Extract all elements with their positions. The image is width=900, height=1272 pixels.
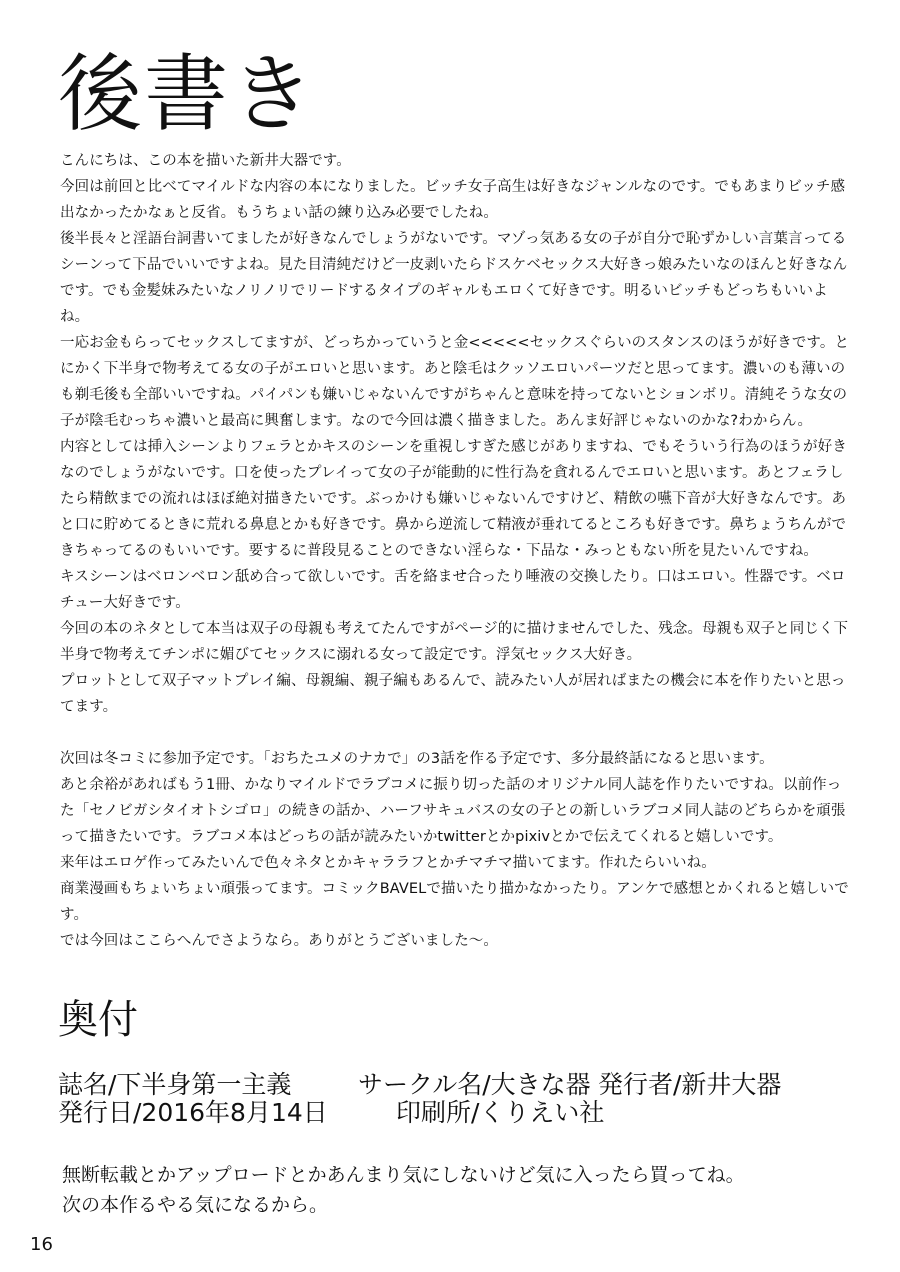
paragraph-10: あと余裕があればもう1冊、かなりマイルドでラブコメに振り切った話のオリジナル同人誌を作りたいですね。以前作った「セノビガシタイオトシゴロ」の続きの話か、ハーフサキュバスの女の子との新しいラブコメ同人誌のどちらかを頑張って描きたいです。ラブコメ本はどっちの話が読みたいかtwitterとかpixivとかで伝えてくれると嬉しいです。 [60, 777, 846, 845]
paragraph-5: 内容としては挿入シーンよりフェラとかキスのシーンを重視しすぎた感じがありますね、でもそういう行為のほうが好きなのでしょうがないです。口を使ったプレイって女の子が能動的に性行為を貪れるんでエロいと思います。あとフェラしたら精飲までの流れはほぼ絶対描きたいです。ぶっかけも嫌いじゃないんですけど、精飲の嚥下音が大好きなんです。あと口に貯めてるときに荒れる鼻息とかも好きです。鼻から逆流して精液が垂れてるところも好きです。鼻ちょうちんができちゃってるのもいいです。要するに普段見ることのできない淫らな・下品な・みっともない所を見たいんですね。 [60, 439, 847, 559]
paragraph-4: 一応お金もらってセックスしてますが、どっちかっていうと金<<<<<セックスぐらいのスタンスのほうが好きです。とにかく下半身で物考えてる女の子がエロいと思います。あと陰毛はクッソエロいパーツだと思ってます。濃いのも薄いのも剃毛後も全部いいですね。パイパンも嫌いじゃないんですがちゃんと意味を持ってないとションボリ。清純そうな女の子が陰毛むっちゃ濃いと最高に興奮します。なので今回は濃く描きました。あんま好評じゃないのかな?わからん。 [60, 335, 850, 429]
note-1: 無断転載とかアップロードとかあんまり気にしないけど気に入ったら買ってね。 [62, 1164, 745, 1186]
page-title: 後書き [58, 45, 317, 143]
paragraph-11: 来年はエロゲ作ってみたいんで色々ネタとかキャララフとかチマチマ描いてます。作れたらいいね。 [60, 855, 716, 871]
paragraph-12: 商業漫画もちょいちょい頑張ってます。コミックBAVELで描いたり描かなかったり。アンケで感想とかくれると嬉しいです。 [60, 881, 849, 923]
colophon-title-field: 誌名/下半身第一主義 [58, 1070, 292, 1099]
paragraph-8: プロットとして双子マットプレイ編、母親編、親子編もあるんで、読みたい人が居ればまたの機会に本を作りたいと思ってます。 [60, 673, 846, 715]
paragraph-13: では今回はここらへんでさようなら。ありがとうございました～。 [60, 933, 498, 949]
colophon-printer-field: 印刷所/くりえい社 [396, 1098, 605, 1127]
paragraph-spacer [60, 720, 850, 746]
note-2: 次の本作るやる気になるから。 [62, 1194, 329, 1216]
colophon-heading: 奥付 [58, 997, 138, 1043]
paragraph-1: こんにちは、この本を描いた新井大器です。 [60, 153, 351, 169]
colophon-publisher-field: 発行者/新井大器 [598, 1070, 782, 1099]
paragraph-3: 後半長々と淫語台詞書いてましたが好きなんでしょうがないです。マゾっ気ある女の子が自分で恥ずかしい言葉言ってるシーンって下品でいいですよね。見た目清純だけど一皮剥いたらドスケベセックス大好きっ娘みたいなのほんと好きなんです。でも金髪妹みたいなノリノリでリードするタイプのギャルもエロくて好きです。明るいビッチもどっちもいいよね。 [60, 231, 848, 325]
paragraph-7: 今回の本のネタとして本当は双子の母親も考えてたんですがページ的に描けませんでした、残念。母親も双子と同じく下半身で物考えてチンポに媚びてセックスに溺れる女って設定です。浮気セックス大好き。 [60, 621, 849, 663]
colophon-date-field: 発行日/2016年8月14日 [58, 1098, 328, 1127]
afterword-body [60, 148, 850, 954]
paragraph-9: 次回は冬コミに参加予定です。「おちたユメのナカで」の3話を作る予定です、多分最終話になると思います。 [60, 751, 774, 767]
closing-notes [62, 1160, 745, 1220]
colophon-circle-field: サークル名/大きな器 [358, 1070, 591, 1099]
page-number: 16 [30, 1234, 53, 1255]
paragraph-2: 今回は前回と比べてマイルドな内容の本になりました。ビッチ女子高生は好きなジャンルなのです。でもあまりビッチ感出なかったかなぁと反省。もうちょい話の練り込み必要でしたね。 [60, 179, 846, 221]
paragraph-6: キスシーンはベロンベロン舐め合って欲しいです。舌を絡ませ合ったり唾液の交換したり。口はエロい。性器です。ベロチュー大好きです。 [60, 569, 846, 611]
